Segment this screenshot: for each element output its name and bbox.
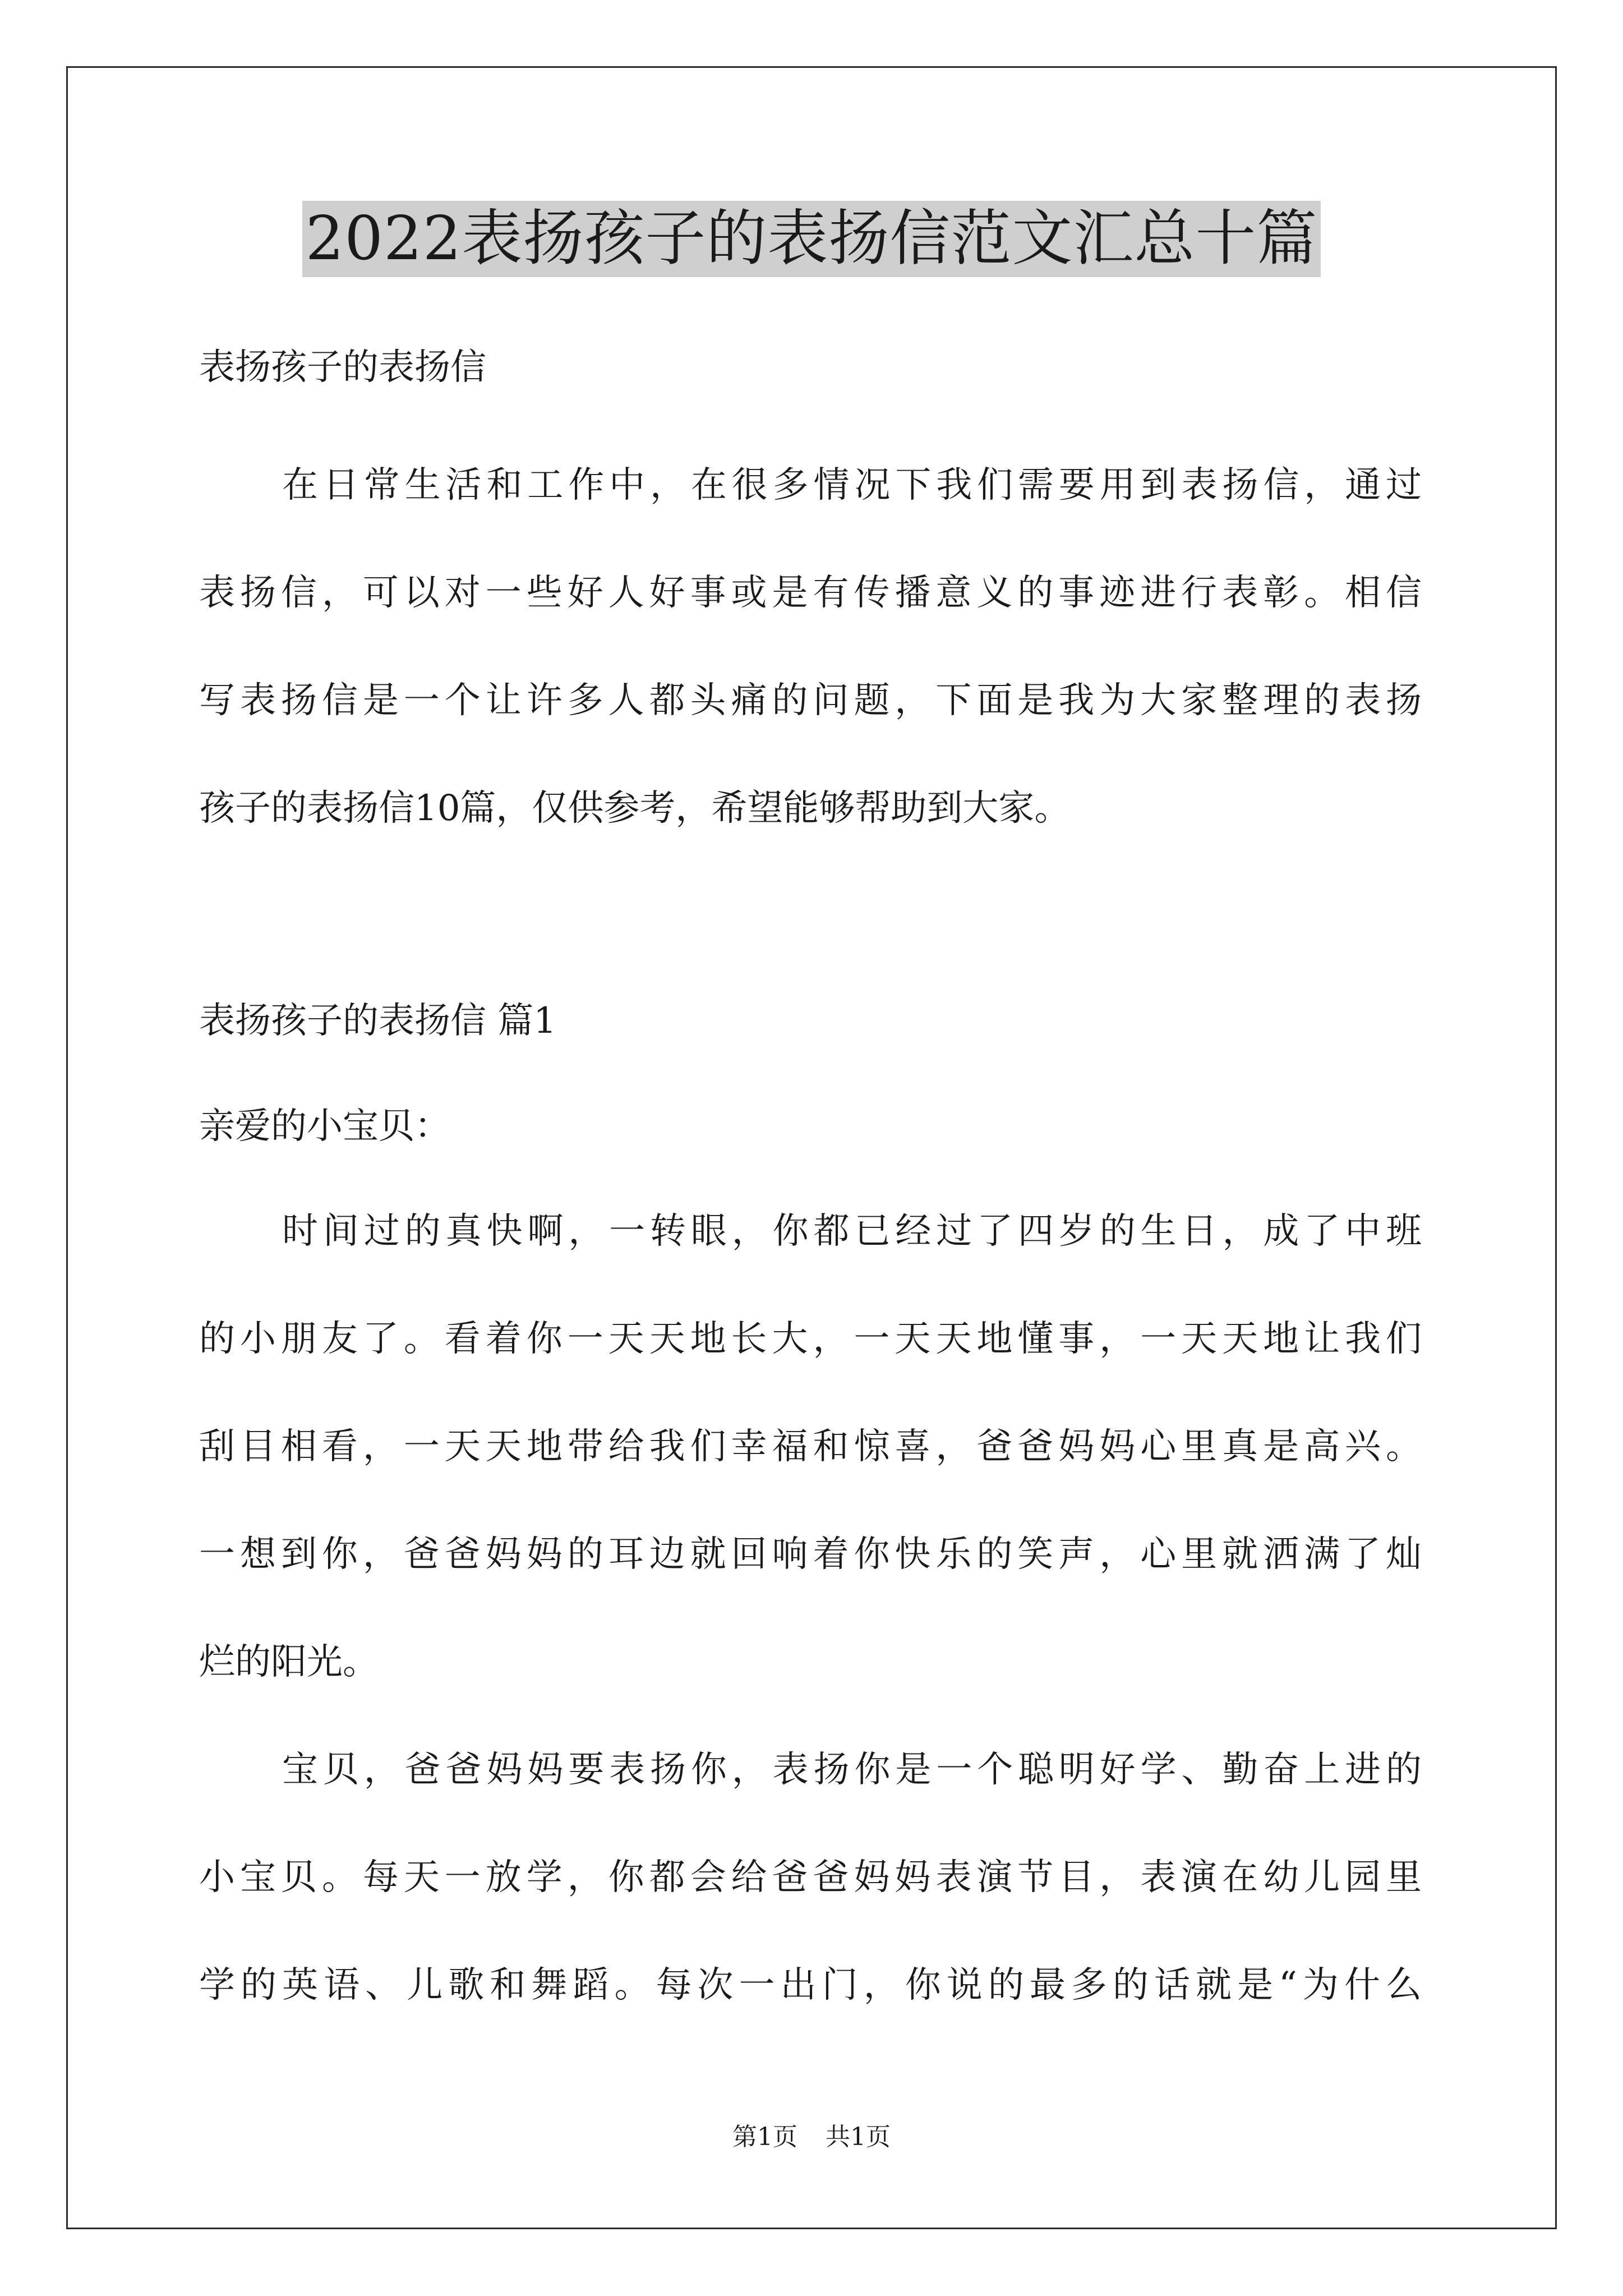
title-container — [0, 201, 1623, 277]
paragraph-line: 一想到你，爸爸妈妈的耳边就回响着你快乐的笑声，心里就洒满了灿 — [199, 1534, 1422, 1575]
section-heading: 表扬孩子的表扬信 — [199, 347, 486, 388]
page-footer — [0, 2120, 1623, 2154]
paragraph-line: 在日常生活和工作中，在很多情况下我们需要用到表扬信，通过 — [282, 464, 1422, 506]
paragraph-line: 的小朋友了。看着你一天天地长大，一天天地懂事，一天天地让我们 — [199, 1318, 1422, 1360]
page-number: 第1页 — [732, 2123, 797, 2151]
document-title: 2022表扬孩子的表扬信范文汇总十篇 — [302, 201, 1321, 277]
paragraph-line: 表扬信，可以对一些好人好事或是有传播意义的事迹进行表彰。相信 — [199, 572, 1422, 614]
page-total: 共1页 — [826, 2123, 891, 2151]
paragraph-line: 刮目相看，一天天地带给我们幸福和惊喜，爸爸妈妈心里真是高兴。 — [199, 1426, 1422, 1467]
paragraph-line: 时间过的真快啊，一转眼，你都已经过了四岁的生日，成了中班 — [282, 1211, 1422, 1252]
salutation: 亲爱的小宝贝： — [199, 1106, 450, 1147]
paragraph-line: 小宝贝。每天一放学，你都会给爸爸妈妈表演节目，表演在幼儿园里 — [199, 1857, 1422, 1898]
paragraph-line: 孩子的表扬信10篇，仅供参考，希望能够帮助到大家。 — [199, 788, 1071, 829]
section-heading: 表扬孩子的表扬信 篇1 — [199, 1000, 557, 1042]
paragraph-line: 烂的阳光。 — [199, 1641, 379, 1683]
paragraph-line: 宝贝，爸爸妈妈要表扬你，表扬你是一个聪明好学、勤奋上进的 — [282, 1749, 1422, 1791]
paragraph-line: 学的英语、儿歌和舞蹈。每次一出门，你说的最多的话就是“为什么 — [199, 1964, 1422, 2006]
paragraph-line: 写表扬信是一个让许多人都头痛的问题，下面是我为大家整理的表扬 — [199, 680, 1422, 721]
